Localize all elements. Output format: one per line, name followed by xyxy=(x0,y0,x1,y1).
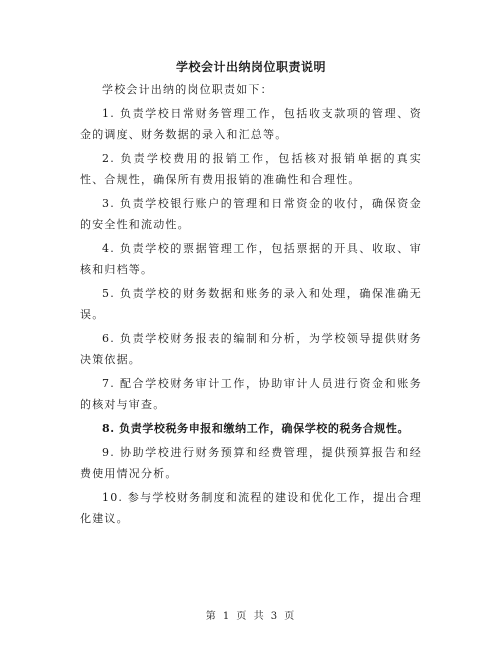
page-number-footer: 第 1 页 共 3 页 xyxy=(205,611,297,622)
intro-paragraph: 学校会计出纳的岗位职责如下： xyxy=(102,83,273,96)
duty-item-1: 1. 负责学校日常财务管理工作，包括收支款项的管理、资金的调度、财务数据的录入和汇总等。 xyxy=(80,107,422,141)
duty-item-2: 2. 负责学校费用的报销工作，包括核对报销单据的真实性、合规性，确保所有费用报销的准确性和合理性。 xyxy=(80,152,422,186)
duty-item-7: 7. 配合学校财务审计工作，协助审计人员进行资金和账务的核对与审查。 xyxy=(80,377,422,411)
document-title: 学校会计出纳岗位职责说明 xyxy=(175,60,326,74)
duty-item-3: 3. 负责学校银行账户的管理和日常资金的收付，确保资金的安全性和流动性。 xyxy=(80,197,422,231)
duty-item-6: 6. 负责学校财务报表的编制和分析，为学校领导提供财务决策依据。 xyxy=(80,332,422,366)
duty-item-9: 9. 协助学校进行财务预算和经费管理，提供预算报告和经费使用情况分析。 xyxy=(80,446,422,480)
duty-item-5: 5. 负责学校的财务数据和账务的录入和处理，确保准确无误。 xyxy=(80,287,422,321)
document-body xyxy=(80,79,422,529)
duty-item-10: 10. 参与学校财务制度和流程的建设和优化工作，提出合理化建议。 xyxy=(80,491,422,525)
duty-item-8: 8. 负责学校税务申报和缴纳工作，确保学校的税务合规性。 xyxy=(102,422,410,435)
duty-item-4: 4. 负责学校的票据管理工作，包括票据的开具、收取、审核和归档等。 xyxy=(80,242,422,276)
